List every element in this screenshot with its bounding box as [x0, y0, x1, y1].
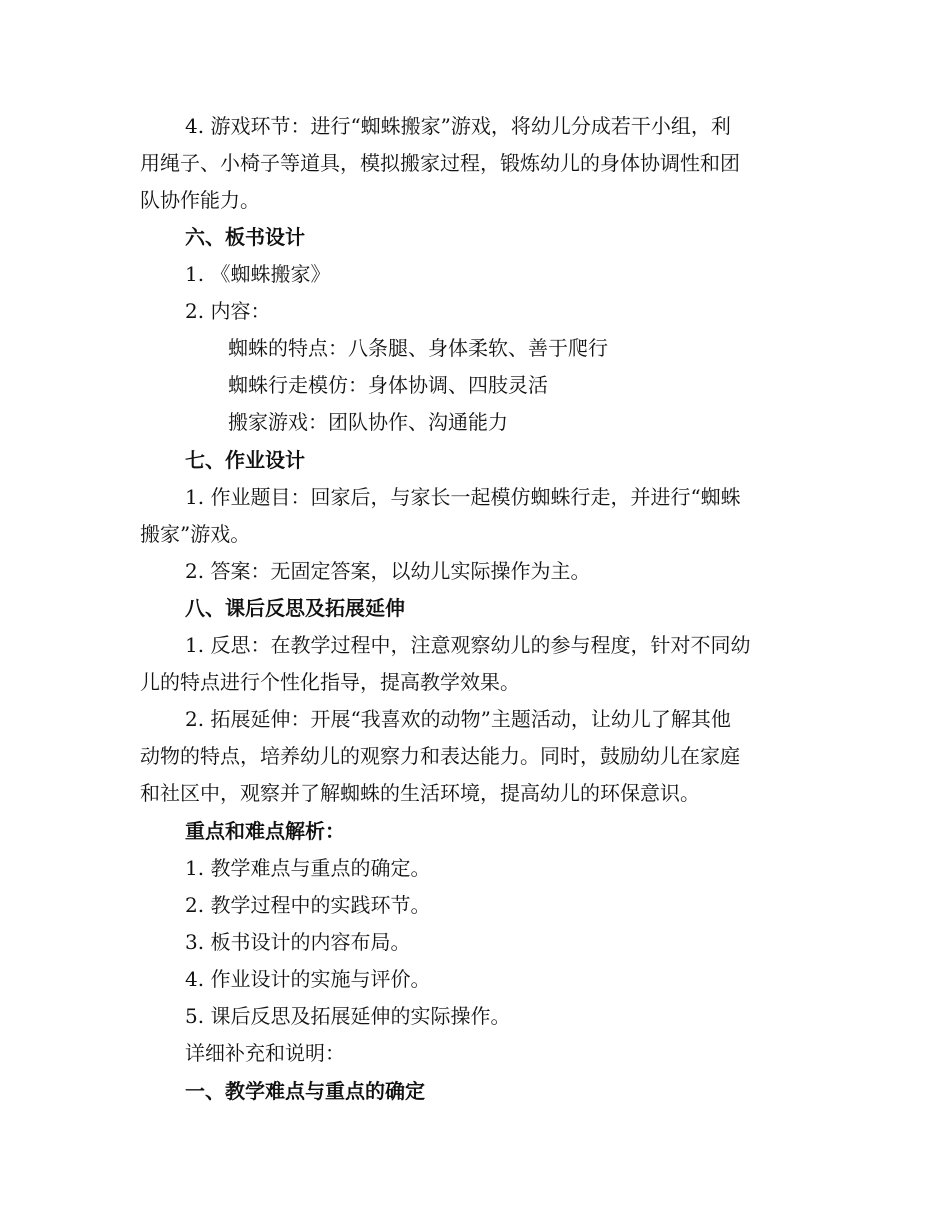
reflection-item-1-line-2: 儿的特点进行个性化指导，提高教学效果。 — [140, 670, 520, 694]
section-heading-board-design: 六、板书设计 — [185, 225, 305, 249]
board-subitem-3: 搬家游戏：团队协作、沟通能力 — [228, 410, 508, 434]
reflection-item-1-line-1: 1. 反思：在教学过程中，注意观察幼儿的参与程度，针对不同幼 — [185, 633, 751, 657]
homework-item-1-line-2: 搬家”游戏。 — [140, 522, 251, 546]
key-point-item-1: 1. 教学难点与重点的确定。 — [185, 856, 431, 880]
homework-item-2: 2. 答案：无固定答案，以幼儿实际操作为主。 — [185, 559, 591, 583]
board-item-2: 2. 内容： — [185, 299, 271, 323]
reflection-item-2-line-1: 2. 拓展延伸：开展“我喜欢的动物”主题活动，让幼儿了解其他 — [185, 707, 731, 731]
section-heading-key-points: 重点和难点解析： — [185, 819, 345, 843]
game-step-line-2: 用绳子、小椅子等道具，模拟搬家过程，锻炼幼儿的身体协调性和团 — [140, 151, 740, 175]
homework-item-1-line-1: 1. 作业题目：回家后，与家长一起模仿蜘蛛行走，并进行“蜘蛛 — [185, 485, 741, 509]
key-point-item-2: 2. 教学过程中的实践环节。 — [185, 893, 431, 917]
board-subitem-1: 蜘蛛的特点：八条腿、身体柔软、善于爬行 — [228, 336, 608, 360]
board-subitem-2: 蜘蛛行走模仿：身体协调、四肢灵活 — [228, 373, 548, 397]
game-step-line-1: 4. 游戏环节：进行“蜘蛛搬家”游戏，将幼儿分成若干小组，利 — [185, 114, 731, 138]
game-step-line-3: 队协作能力。 — [140, 188, 260, 212]
key-point-item-4: 4. 作业设计的实施与评价。 — [185, 967, 431, 991]
reflection-item-2-line-3: 和社区中，观察并了解蜘蛛的生活环境，提高幼儿的环保意识。 — [140, 781, 700, 805]
reflection-item-2-line-2: 动物的特点，培养幼儿的观察力和表达能力。同时，鼓励幼儿在家庭 — [140, 744, 740, 768]
section-heading-difficulty: 一、教学难点与重点的确定 — [185, 1079, 425, 1103]
section-heading-reflection: 八、课后反思及拓展延伸 — [185, 596, 405, 620]
board-item-1: 1. 《蜘蛛搬家》 — [185, 262, 331, 286]
key-point-item-3: 3. 板书设计的内容布局。 — [185, 930, 411, 954]
key-point-item-5: 5. 课后反思及拓展延伸的实际操作。 — [185, 1004, 511, 1028]
section-heading-homework: 七、作业设计 — [185, 448, 305, 472]
detail-intro: 详细补充和说明： — [185, 1041, 345, 1065]
